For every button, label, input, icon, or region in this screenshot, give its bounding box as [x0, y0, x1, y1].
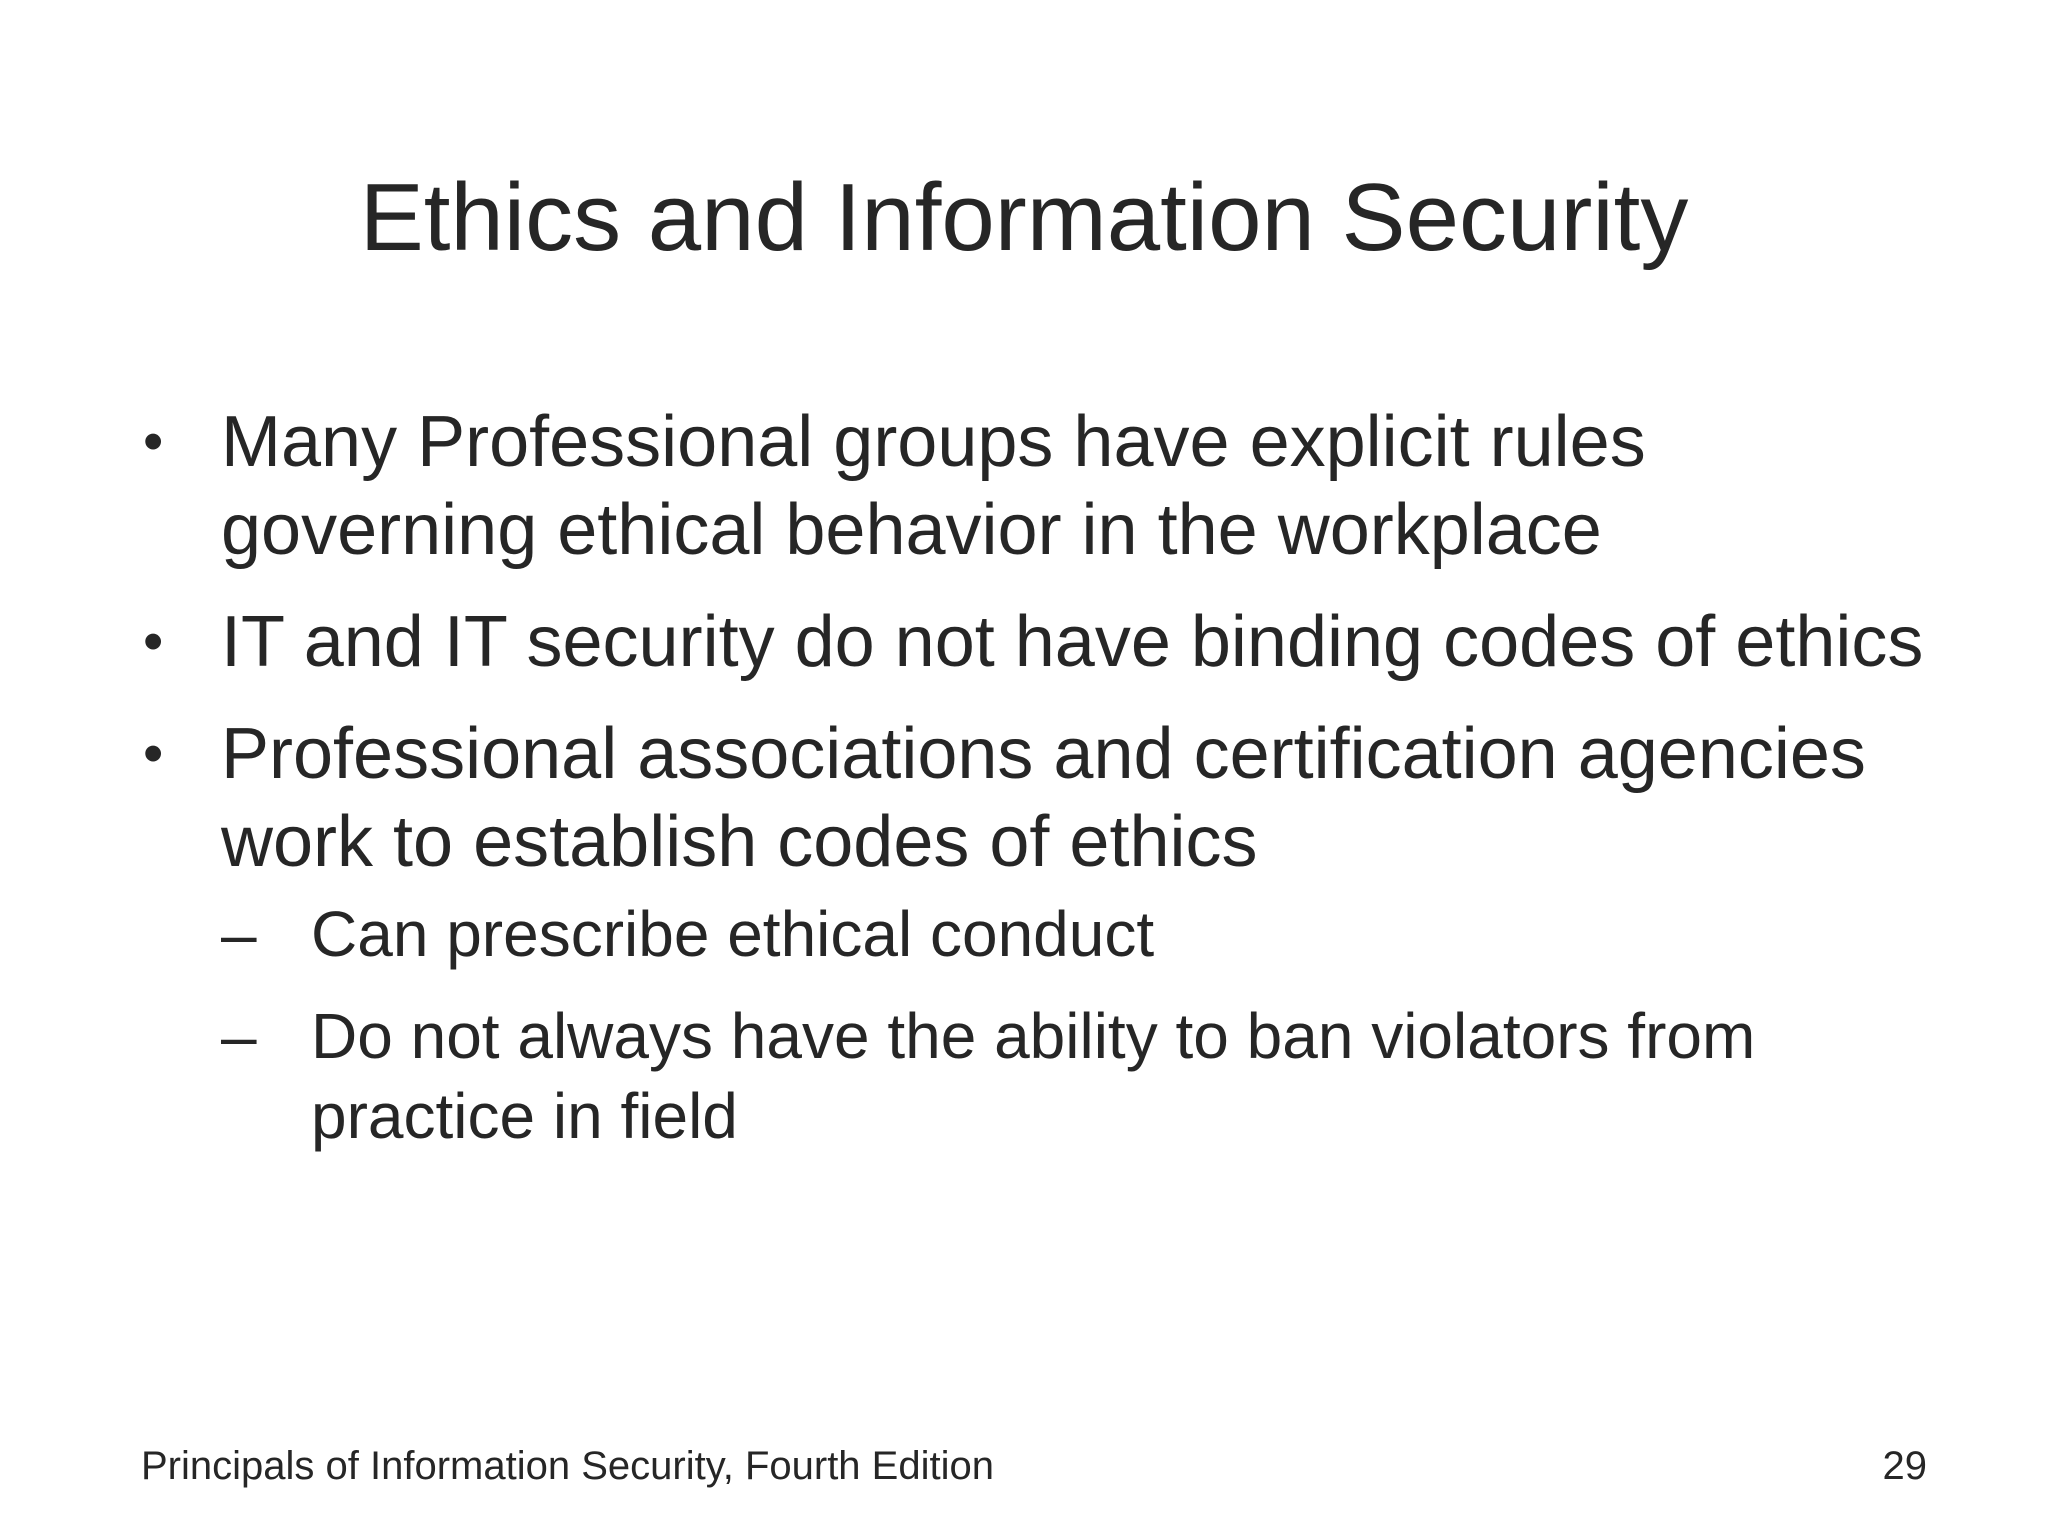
bullet-item [140, 710, 1960, 1156]
dash-marker-icon: – [221, 898, 257, 970]
page-number: 29 [1882, 1444, 1927, 1488]
slide-title: Ethics and Information Security [359, 164, 1689, 271]
bullet-marker-icon: • [143, 409, 164, 474]
sub-bullet-item [221, 996, 1960, 1156]
footer-source: Principals of Information Security, Fourth Edition [141, 1444, 994, 1488]
bullet-item [140, 598, 1960, 686]
bullet-item [140, 398, 1960, 574]
bullet-text: Many Professional groups have explicit rules governing ethical behavior in the workplace [221, 402, 1646, 570]
dash-marker-icon: – [221, 1000, 257, 1072]
sub-bullet-text: Can prescribe ethical conduct [311, 898, 1155, 970]
sub-bullet-text: Do not always have the ability to ban violators from practice in field [311, 1000, 1756, 1152]
bullet-list [140, 398, 1960, 1180]
sub-bullet-item [221, 894, 1960, 974]
sub-bullet-list [221, 894, 1960, 1156]
bullet-marker-icon: • [143, 609, 164, 674]
bullet-text: IT and IT security do not have binding codes of ethics [221, 602, 1924, 682]
bullet-text: Professional associations and certification agencies work to establish codes of ethics [221, 714, 1866, 882]
bullet-marker-icon: • [143, 721, 164, 786]
